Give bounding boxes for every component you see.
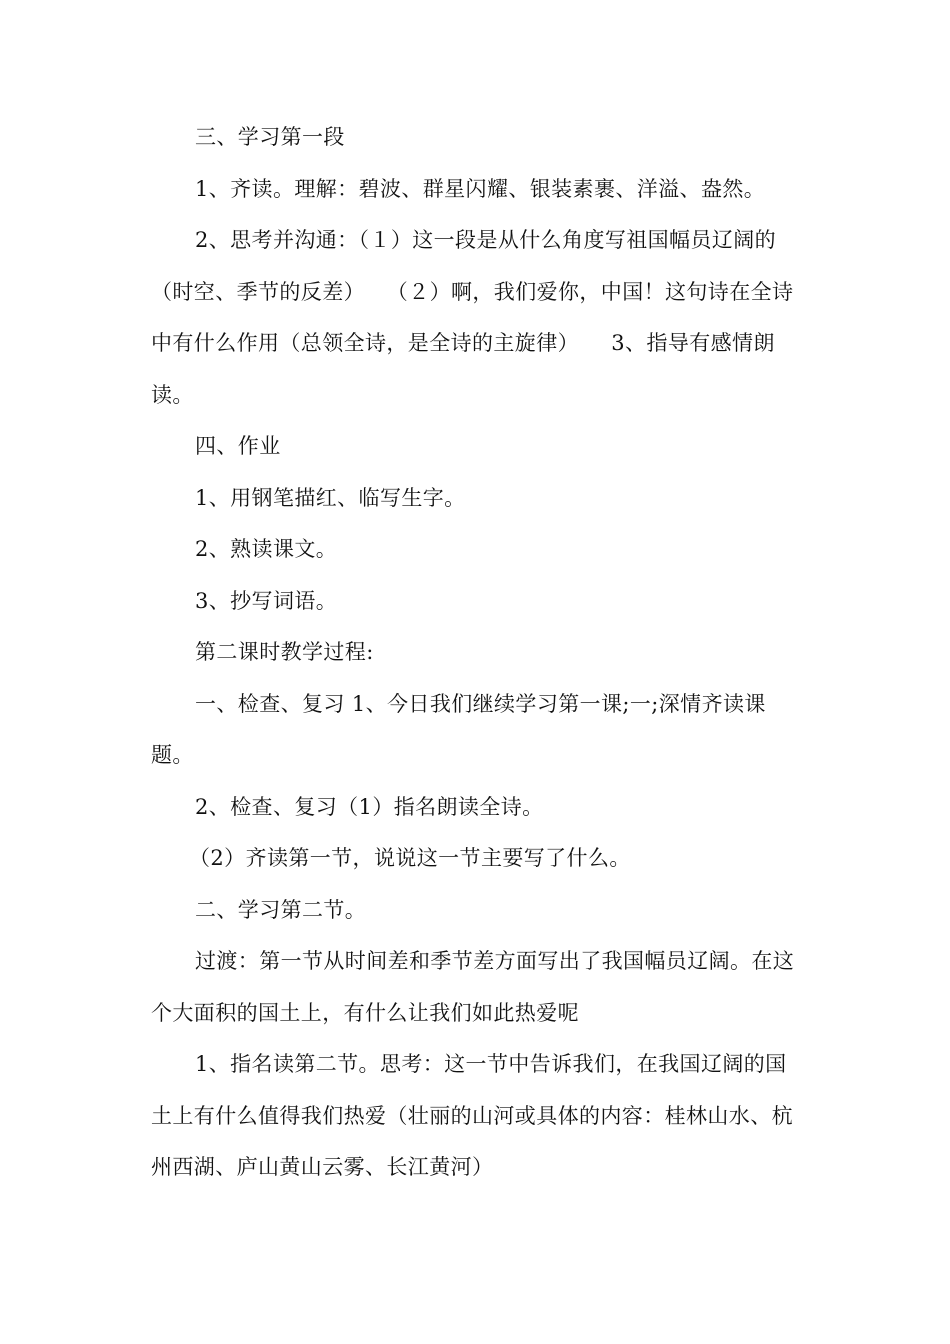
- review-subitem-1: 2、检查、复习（1）指名朗读全诗。: [195, 794, 544, 819]
- homework-item-1: 1、用钢笔描红、临写生字。: [195, 485, 466, 510]
- section-heading-homework: 四、作业: [195, 434, 281, 458]
- section-heading-study-first-paragraph: 三、学习第一段: [195, 125, 345, 149]
- discussion-item: 2、思考并沟通：（１）这一段是从什么角度写祖国幅员辽阔的（时空、季节的反差） （２）啊，我们爱你，中国！这句诗在全诗中有什么作用（总领全诗，是全诗的主旋律） 3、指导有感情朗读。: [151, 228, 794, 407]
- transition-paragraph: 过渡：第一节从时间差和季节差方面写出了我国幅员辽阔。在这个大面积的国土上，有什么让我们如此热爱呢: [151, 949, 795, 1025]
- second-lesson-heading: 第二课时教学过程:: [195, 640, 374, 664]
- review-subitem-2: （2）齐读第一节，说说这一节主要写了什么。: [189, 846, 631, 870]
- review-item: 一、检查、复习 1、今日我们继续学习第一课;一;深情齐读课题。: [151, 691, 766, 767]
- reading-vocabulary-item: 1、齐读。理解：碧波、群星闪耀、银装素裹、洋溢、盎然。: [195, 176, 766, 201]
- second-section-reading-item: 1、指名读第二节。思考：这一节中告诉我们，在我国辽阔的国土上有什么值得我们热爱（壮丽的山河或具体的内容：桂林山水、杭州西湖、庐山黄山云雾、长江黄河）: [151, 1052, 793, 1179]
- section-heading-study-second-section: 二、学习第二节。: [195, 897, 367, 922]
- homework-item-3: 3、抄写词语。: [195, 588, 338, 613]
- homework-item-2: 2、熟读课文。: [195, 537, 338, 561]
- document-body: [151, 112, 801, 1194]
